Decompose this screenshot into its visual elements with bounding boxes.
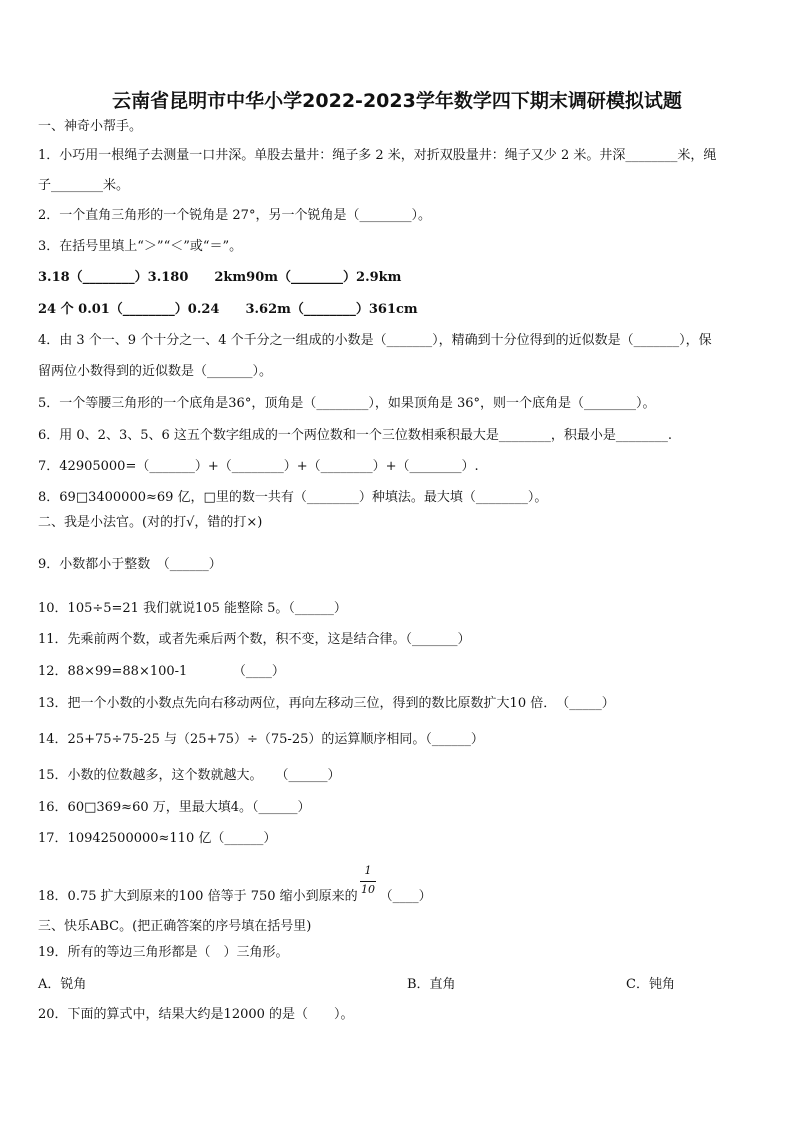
question-16: 16．60□369≈60 万，里最大填4。（______） [38,800,311,815]
question-5: 5．一个等腰三角形的一个底角是36°，顶角是（________），如果顶角是 36°，则一个底角是（________）。 [38,396,656,411]
option-a[interactable]: A．锐角 [38,977,87,992]
question-2: 2．一个直角三角形的一个锐角是 27°，另一个锐角是（________）。 [38,208,431,223]
question-17: 17．10942500000≈110 亿（______） [38,831,277,846]
question-3: 3．在括号里填上“＞”“＜”或“＝”。 [38,239,243,254]
question-15: 15．小数的位数越多，这个数就越大。 （______） [38,768,341,783]
question-10: 10．105÷5=21 我们就说105 能整除 5。（______） [38,601,347,616]
question-8: 8．69□3400000≈69 亿，□里的数一共有（________）种填法。最大填（________）。 [38,490,548,505]
fraction-denominator: 10 [361,883,375,896]
question-3-row-2: 24 个 0.01（________）0.24 3.62m（________）361cm [38,302,418,317]
question-3-row-1: 3.18（________）3.180 2km90m（________）2.9km [38,270,402,285]
section-3-heading: 三、快乐ABC。(把正确答案的序号填在括号里) [38,919,312,934]
question-11: 11．先乘前两个数，或者先乘后两个数，积不变，这是结合律。（_______） [38,632,471,647]
fraction-bar [360,881,376,882]
question-20: 20．下面的算式中，结果大约是12000 的是（ ）。 [38,1007,354,1022]
section-2-heading: 二、我是小法官。(对的打√，错的打×) [38,515,263,530]
option-c[interactable]: C．钝角 [626,977,675,992]
page-title: 云南省昆明市中华小学2022-2023学年数学四下期末调研模拟试题 [112,90,682,112]
question-14: 14．25+75÷75-25 与（25+75）÷（75-25）的运算顺序相同。（______） [38,732,484,747]
question-18-tail: （____） [379,889,432,904]
question-13: 13．把一个小数的小数点先向右移动两位，再向左移动三位，得到的数比原数扩大10 倍． （_____） [38,696,615,711]
option-b[interactable]: B．直角 [407,977,456,992]
question-9: 9．小数都小于整数 （______） [38,557,222,572]
fraction-numerator: 1 [364,864,372,877]
question-1-line-2: 子________米。 [38,178,130,193]
question-4-line-2: 留两位小数得到的近似数是（_______）。 [38,364,273,379]
section-1-heading: 一、神奇小帮手。 [38,119,143,134]
question-7: 7．42905000=（_______）+（________）+（________）+（________）. [38,459,479,474]
question-18-text: 18．0.75 扩大到原来的100 倍等于 750 缩小到原来的 [38,889,358,904]
question-19: 19．所有的等边三角形都是（ ）三角形。 [38,945,289,960]
question-12: 12．88×99=88×100-1 （____） [38,664,285,679]
question-4-line-1: 4．由 3 个一、9 个十分之一、4 个千分之一组成的小数是（_______），精确到十分位得到的近似数是（_______），保 [38,333,712,348]
question-6: 6．用 0、2、3、5、6 这五个数字组成的一个两位数和一个三位数相乘积最大是________，积最小是________. [38,428,673,443]
question-1-line-1: 1．小巧用一根绳子去测量一口井深。单股去量井：绳子多 2 米，对折双股量井：绳子又少 2 米。井深________米，绳 [38,148,717,163]
